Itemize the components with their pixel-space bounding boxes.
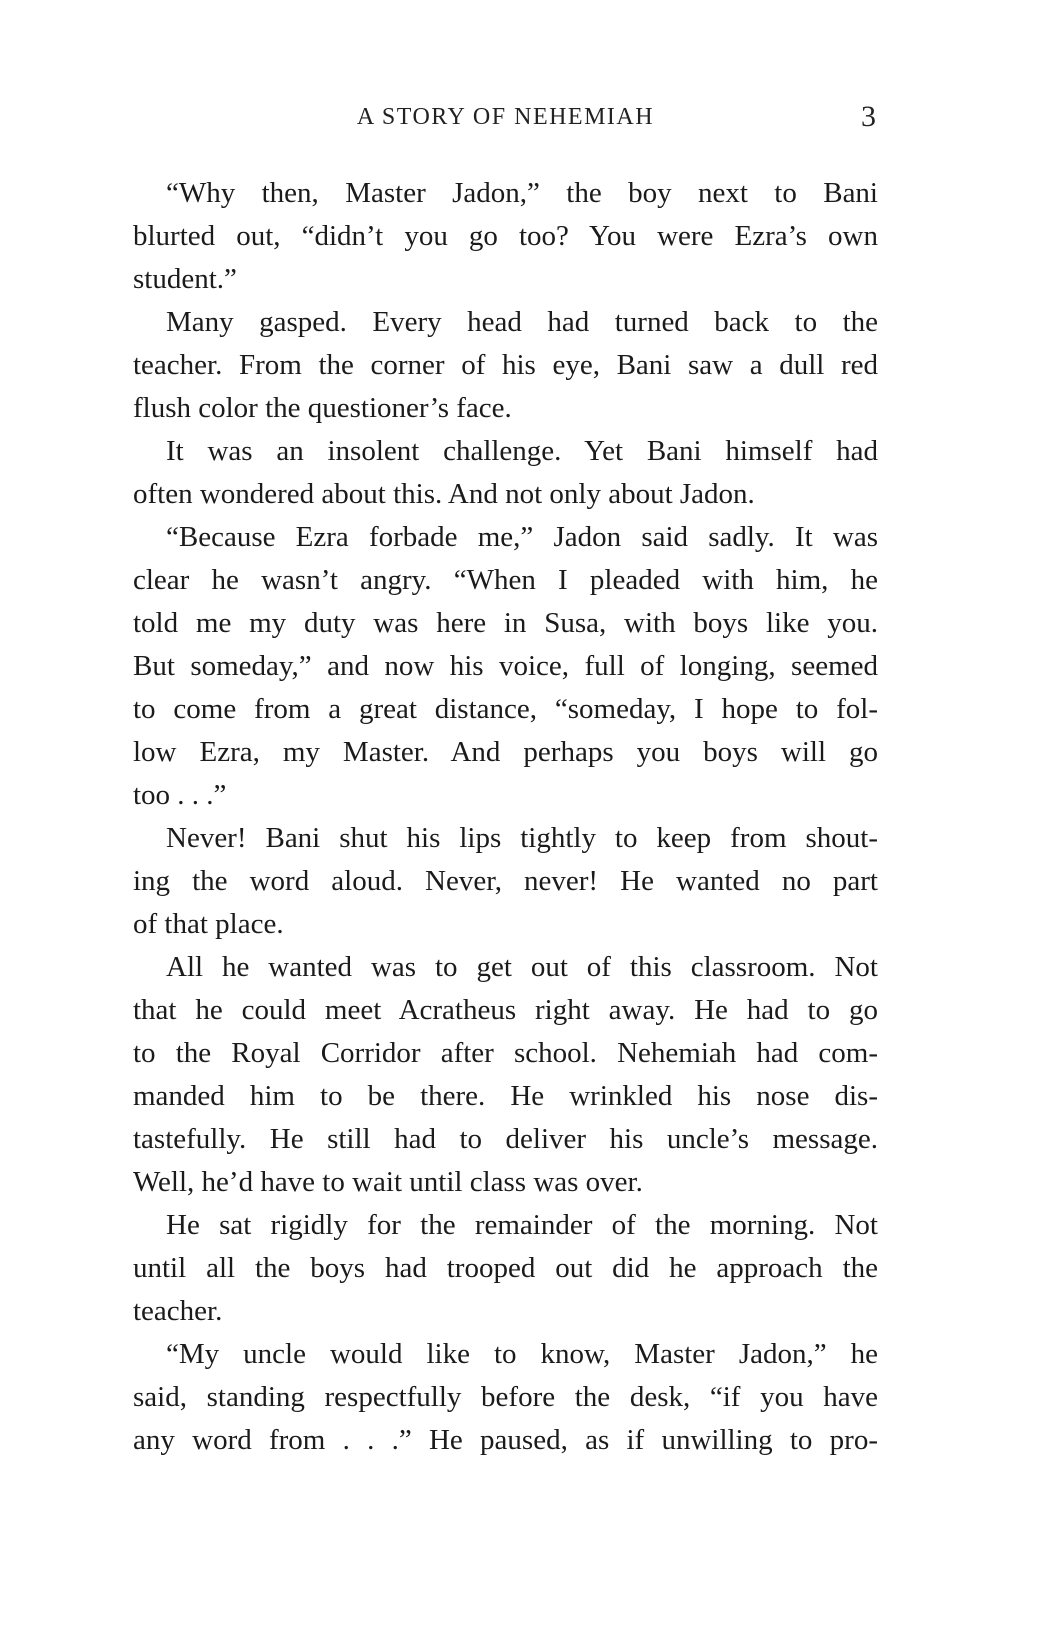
text-line: He sat rigidly for the remainder of the morning. Not <box>166 1209 878 1241</box>
text-line: All he wanted was to get out of this classroom. Not <box>166 951 878 983</box>
text-line: until all the boys had trooped out did he approach the <box>133 1252 878 1284</box>
text-line: It was an insolent challenge. Yet Bani himself had <box>166 435 878 467</box>
paragraph <box>133 1333 878 1462</box>
text-line: ing the word aloud. Never, never! He wanted no part <box>133 865 878 897</box>
text-line: to come from a great distance, “someday, I hope to fol- <box>133 693 878 725</box>
text-line: to the Royal Corridor after school. Nehemiah had com- <box>133 1037 878 1069</box>
text-line: that he could meet Acratheus right away. He had to go <box>133 994 878 1026</box>
text-line: told me my duty was here in Susa, with boys like you. <box>133 607 878 639</box>
text-line: clear he wasn’t angry. “When I pleaded with him, he <box>133 564 878 596</box>
text-line: Well, he’d have to wait until class was over. <box>133 1166 643 1198</box>
text-line: “Because Ezra forbade me,” Jadon said sadly. It was <box>166 521 878 553</box>
text-line: often wondered about this. And not only about Jadon. <box>133 478 755 510</box>
text-line: Many gasped. Every head had turned back to the <box>166 306 878 338</box>
text-line: teacher. <box>133 1295 223 1327</box>
text-line: Never! Bani shut his lips tightly to keep from shout- <box>166 822 878 854</box>
text-line: of that place. <box>133 908 284 940</box>
paragraph <box>133 430 878 516</box>
text-line: manded him to be there. He wrinkled his nose dis- <box>133 1080 878 1112</box>
text-block <box>133 172 878 1462</box>
paragraph <box>133 301 878 430</box>
text-line: teacher. From the corner of his eye, Bani saw a dull red <box>133 349 878 381</box>
paragraph <box>133 172 878 301</box>
text-line: any word from . . .” He paused, as if unwilling to pro- <box>133 1424 878 1456</box>
text-line: student.” <box>133 263 237 295</box>
paragraph <box>133 516 878 817</box>
text-line: flush color the questioner’s face. <box>133 392 512 424</box>
text-line: “My uncle would like to know, Master Jadon,” he <box>166 1338 878 1370</box>
text-line: tastefully. He still had to deliver his uncle’s message. <box>133 1123 878 1155</box>
paragraph <box>133 1204 878 1333</box>
paragraph <box>133 946 878 1204</box>
text-line: low Ezra, my Master. And perhaps you boys will go <box>133 736 878 768</box>
text-line: too . . .” <box>133 779 227 811</box>
paragraph <box>133 817 878 946</box>
text-line: blurted out, “didn’t you go too? You were Ezra’s own <box>133 220 878 252</box>
running-header <box>133 100 878 140</box>
text-line: “Why then, Master Jadon,” the boy next to Bani <box>166 177 878 209</box>
running-header-title: A STORY OF NEHEMIAH <box>356 104 655 130</box>
page-number: 3 <box>861 100 876 133</box>
text-line: said, standing respectfully before the desk, “if you have <box>133 1381 878 1413</box>
text-line: But someday,” and now his voice, full of longing, seemed <box>133 650 878 682</box>
